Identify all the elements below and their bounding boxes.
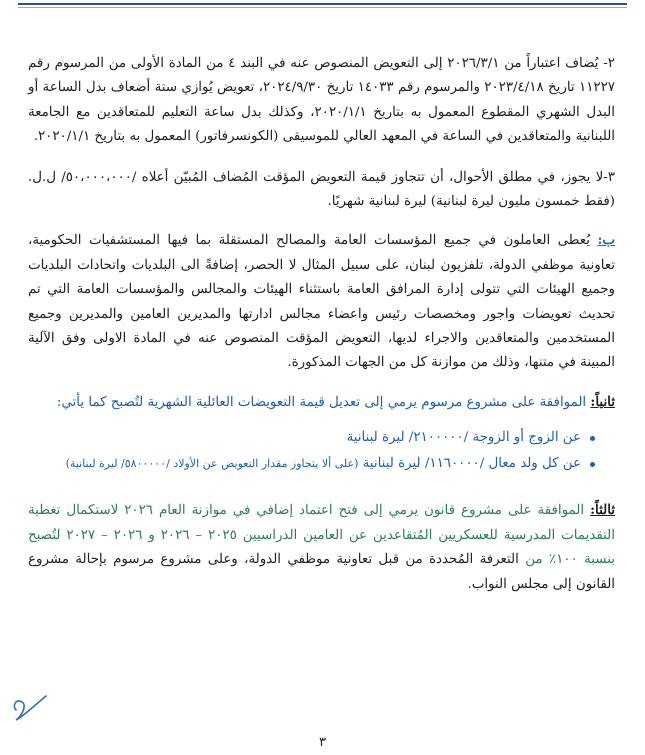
list-item [28,451,595,477]
paragraph-third [28,498,615,597]
bullet-text-spouse: عن الزوج أو الزوجة /٢١٠٠٠٠٠/ ليرة لبنانية [346,430,581,446]
bullet-text-child: عن كل ولد معال /١١٦٠٠٠٠/ ليرة لبنانية [358,456,581,472]
second-text: الموافقة على مشروع مرسوم يرمي إلى تعديل قيمة التعويضات العائلية الشهرية لتُصبح كما يأتي: [56,394,591,410]
section-b-label: ب: [597,232,615,249]
paragraph-section-b [28,228,615,375]
third-text-highlight: الموافقة على مشروع قانون يرمي إلى فتح اعتماد إضافي في موازنة العام ٢٠٢٦ لاستكمال تغطية التقديمات المدرسية للعسكريين المُتقاعدين عن العامين الدراسيين ٢٠٢٥ – ٢٠٢٦ و ٢٠٢٦ – ٢٠٢٧ لتُصبح بنسبة ١٠٠٪ من [28,503,615,568]
bullet-icon [590,462,595,467]
list-item [28,425,595,451]
section-second [28,390,615,477]
third-text: التعرفة المُحددة من قبل تعاونية موظفي الدولة، وعلى مشروع مرسوم بإحالة مشروع القانون إلى مجلس النواب. [28,552,615,592]
paragraph-item-2: ٢- يُضاف اعتباراً من ٢٠٢٦/٣/١ إلى التعويض المنصوص عنه في البند ٤ من المادة الأولى من المرسوم رقم ١١٢٢٧ تاريخ ٢٠٢٣/٤/١٨ والمرسوم رقم ١٤٠٣٣ تاريخ ٢٠٢٤/٩/٣٠، تعويض يُوازي ستة أضعاف بدل الساعة أو البدل الشهري المقطوع المعمول به بتاريخ ٢٠٢٠/١/١، وكذلك بدل ساعة التعليم للمتعاقدين مع الجامعة اللبنانية والمتعاقدين في الساعة في المعهد العالي للموسيقى (الكونسرفاتور) المعمول به بتاريخ ٢٠٢٠/١/١. [28,56,615,145]
header-rule-thin [18,7,627,8]
section-b-text: يُعطى العاملون في جميع المؤسسات العامة والمصالح المستقلة بما فيها المستشفيات الحكومية، تعاونية موظفي الدولة، تلفزيون لبنان، على سبيل المثال لا الحصر، إضافةً الى البلديات واتحادات البلديات وجميع الهيئات التي تتولى إدارة المرافق العامة باستثناء الهيئات والمجالس والمؤسسات العامة التي تم تحديث تعويضات واجور ومخصصات رئيس واعضاء مجالس ادارتها والمديرين العامين والمديرين وجميع المستخدمين والمتعاقدين والاجراء لديها، التعويض المؤقت المنصوص عنه في المادة الاولى وفق الآلية المبينة في متنها، وذلك من موازنة كل من الجهات المذكورة. [28,233,615,371]
third-label: ثالثاً: [590,502,616,519]
paragraph-item-3: ٣-لا يجوز، في مطلق الأحوال، أن تتجاوز قيمة التعويض المؤقت المُضاف المُبيّن أعلاه /٥٠،٠٠٠،٠٠٠/ ل.ل. (فقط خمسون مليون ليرة لبنانية) ليرة لبنانية شهريًا. [28,169,615,210]
allowance-list [28,425,615,477]
page-number: ٣ [319,735,326,750]
header-rule [18,3,627,5]
bullet-icon [590,436,595,441]
signature-icon [10,690,52,726]
second-label: ثانياً: [590,393,615,410]
paragraph-second [28,390,615,415]
document-body [28,52,615,597]
bullet-note-child: (على ألا يتجاوز مقدار التعويض عن الأولاد /٥٨٠٠٠٠٠/ ليرة لبنانية) [65,457,359,471]
